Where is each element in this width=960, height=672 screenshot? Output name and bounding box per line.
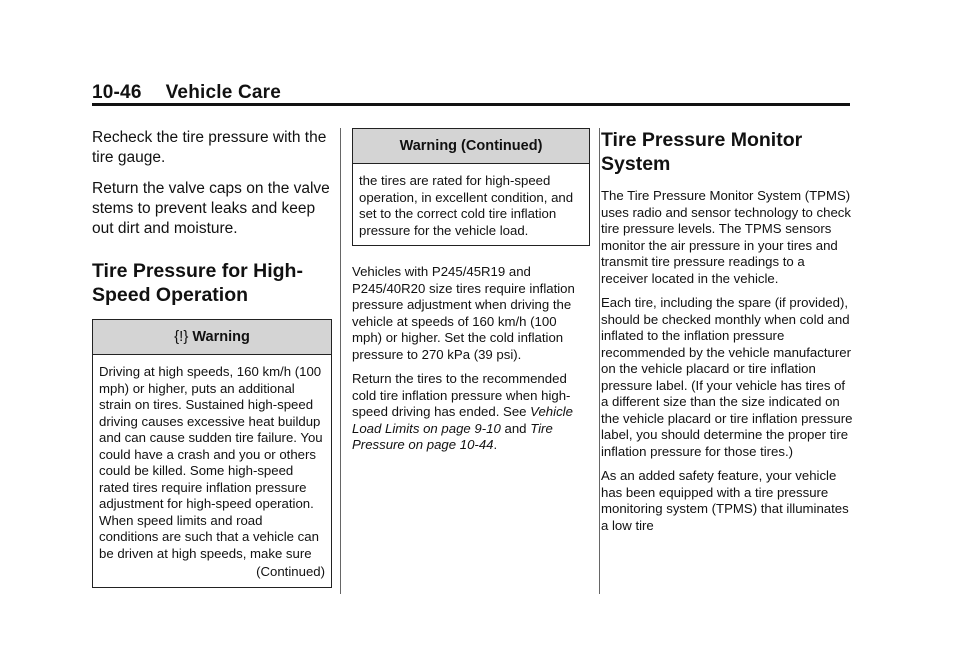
warning-header: Warning (Continued): [353, 129, 589, 164]
warning-header: [93, 320, 331, 355]
warning-title: Warning: [192, 329, 250, 345]
text: .: [493, 437, 498, 452]
column-divider: [599, 128, 600, 594]
warning-box-continued: [352, 128, 590, 246]
column-divider: [340, 128, 341, 594]
warning-body: [93, 355, 331, 587]
column-2: [352, 128, 590, 462]
column-3: [601, 128, 853, 542]
warning-box: [92, 319, 332, 588]
warning-text: Driving at high speeds, 160 km/h (100 mph) or higher, puts an additional strain on tires. Sustained high-speed driving causes excessive heat buildup and can cause sudden tire failure. You could have a crash and you or others could be killed. Some high-speed rated tires require inflation pressure adjustment for high-speed operation. When speed limits and road conditions are such that a vehicle can be driven at high speeds, make sure: [99, 364, 323, 561]
paragraph: Recheck the tire pressure with the tire gauge.: [92, 129, 327, 166]
header-rule: [92, 103, 850, 106]
continued-label: (Continued): [256, 564, 325, 579]
cross-reference-link[interactable]: Tire Pressure on page 10-44: [352, 420, 553, 452]
cross-reference-link[interactable]: Vehicle Load Limits on page 9-10: [352, 404, 573, 436]
column-1: [92, 128, 332, 588]
section-heading: Tire Pressure Monitor System: [601, 129, 803, 175]
paragraph: As an added safety feature, your vehicle has been equipped with a tire pressure monitoring system (TPMS) that illuminates a low tire: [601, 468, 849, 533]
paragraph: Vehicles with P245/45R19 and P245/40R20 size tires require inflation pressure adjustment when driving the vehicle at speeds of 160 km/h (100 mph) or higher. Set the cold inflation pressure to 270 kPa (39 psi).: [352, 264, 575, 362]
warning-text: the tires are rated for high-speed operation, in excellent condition, and set to the correct cold tire inflation pressure for the vehicle load.: [359, 173, 574, 238]
warning-icon: {!}: [174, 328, 189, 345]
text: and: [500, 420, 531, 436]
page-header: [92, 82, 281, 104]
section-heading: Tire Pressure for High-Speed Operation: [92, 260, 303, 306]
text: Return the tires to the recommended cold tire inflation pressure when high-speed driving has ended. See: [352, 371, 571, 419]
paragraph: The Tire Pressure Monitor System (TPMS) uses radio and sensor technology to check tire pressure levels. The TPMS sensors monitor the air pressure in your tires and transmit tire pressure readings to a receiver located in the vehicle.: [601, 188, 851, 286]
paragraph: [352, 371, 590, 454]
page-number: 10-46: [92, 82, 142, 103]
paragraph: Each tire, including the spare (if provided), should be checked monthly when cold and inflated to the inflation pressure recommended by the vehicle manufacturer on the vehicle placard or tire inflation pressure label. (If your vehicle has tires of a different size than the size indicated on the vehicle placard or tire inflation pressure label, you should determine the proper tire inflation pressure for those tires.): [601, 295, 853, 459]
section-title: Vehicle Care: [165, 82, 282, 103]
paragraph: Return the valve caps on the valve stems to prevent leaks and keep out dirt and moisture.: [92, 180, 330, 237]
